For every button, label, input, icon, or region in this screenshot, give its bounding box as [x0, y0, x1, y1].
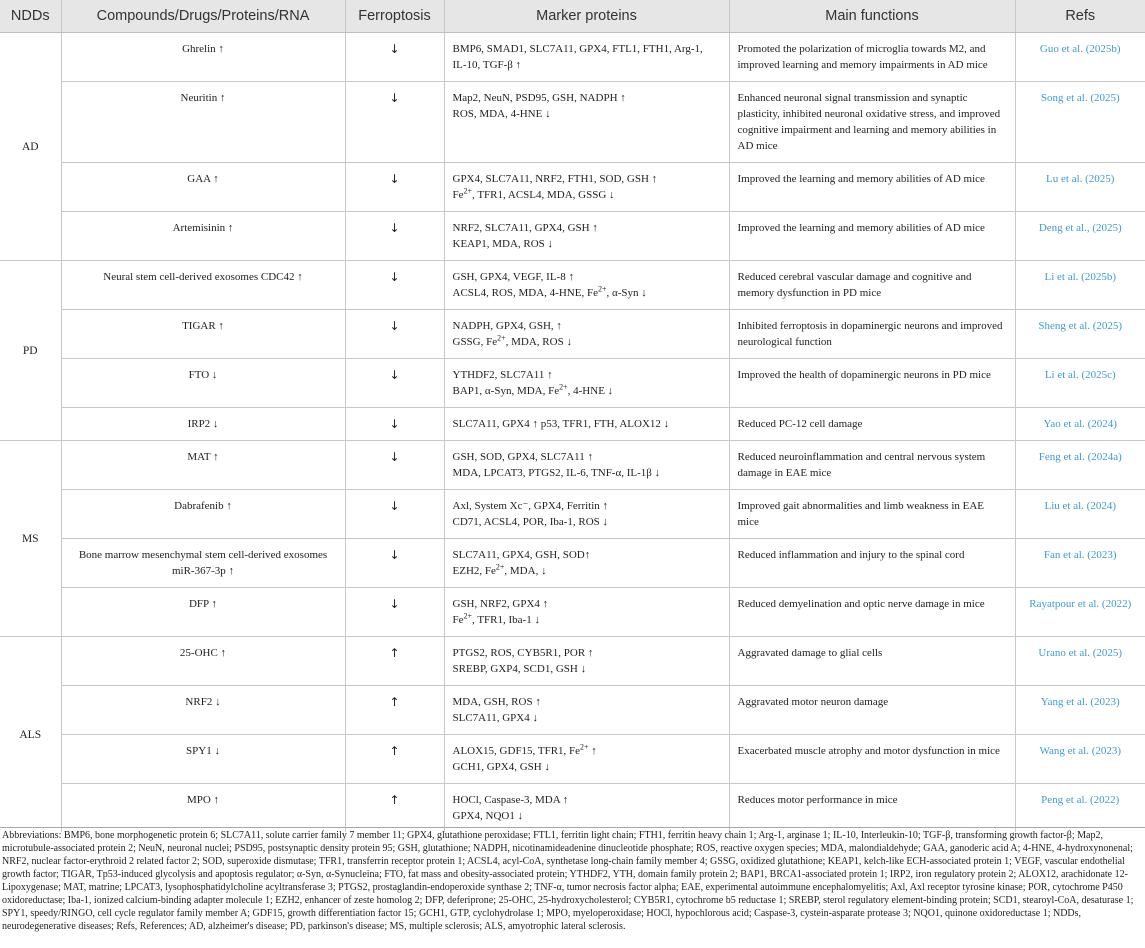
compound-cell: Neural stem cell-derived exosomes CDC42 ↑: [61, 261, 345, 310]
ndd-cell: ALS: [0, 637, 61, 833]
marker-cell: [444, 735, 729, 784]
table-row: [0, 212, 1145, 261]
ref-cell: [1015, 212, 1145, 261]
ref-cell: [1015, 33, 1145, 82]
abbreviations-footnote: Abbreviations: BMP6, bone morphogenetic protein 6; SLC7A11, solute carrier family 7 member 11; GPX4, glutathione peroxidase; FTL1, ferritin light chain; FTH1, ferritin heavy chain 1; Arg-1, arginase 1; IL-10, Interleukin-10; TGF-β, transforming growth factor-β; Map2, microtubule-associated protein 2; NeuN, neuronal nuclei; PSD95, postsynaptic density protein 95; GSH, glutathione; NADPH, nicotinamideadenine dinucleotide phosphate; ROS, reactive oxygen species; MDA, malondialdehyde; GAA, ganoderic acid A; 4-HNE, 4-hydroxynonenal; NRF2, nuclear factor-erythroid 2 related factor 2; SOD, superoxide dismutase; TFR1, transferrin receptor protein 1; ACSL4, acyl-CoA, synthetase long-chain family member 4; GSSG, oxidized glutathione; KEAP1, kelch-like ECH-associated protein 1; VEGF, vascular endothelial growth factor; TIGAR, Tp53-induced glycolysis and apoptosis regulator; α-Syn, α-Synucleina; FTO, fat mass and obesity-associated protein; YTHDF2, YTH, domain family protein 2; BAP1, BRCA1-associated protein 1; IRP2, iron regulatory protein 2; ALOX12, arachidonate 12-Lipoxygenase; MAT, matrine; LPCAT3, lysophosphatidylcholine acyltransferase 3; PTGS2, prostaglandin-endoperoxide synthase 2; TNF-α, tumor necrosis factor alpha; EAE, experimental autoimmune encephalomyelitis; Axl, Axl receptor tyrosine kinase; POR, cytochrome P450 oxidoreductase; Iba-1, ionized calcium-binding adapter molecule 1; EZH2, enhancer of zeste homolog 2; DFP, deferiprone; 25-OHC, 25-hydroxycholesterol; CYB5R1, cytochrome b5 reductase 1; SREBP, sterol regulatory element-binding protein; SCD1, stearoyl-CoA, desaturase 1; SPY1, speedy/RINGO, cell cycle regulator family member A; GDF15, growth differentiation factor 15; GCH1, GTP, cyclohydrolase 1; MPO, myeloperoxidase; HOCl, hypochlorous acid; Caspase-3, cystein-asparate protease 3; NQO1, quinone oxidoreductase 1; NDDs, neurodegenerative diseases; Refs, References; AD, alzheimer's disease; PD, parkinson's disease; MS, multiple sclerosis; ALS, amyotrophic lateral sclerosis.: [0, 827, 1145, 933]
table-row: [0, 82, 1145, 163]
table-row: [0, 539, 1145, 588]
compound-cell: SPY1 ↓: [61, 735, 345, 784]
ref-cell: [1015, 359, 1145, 408]
ref-cell: [1015, 261, 1145, 310]
marker-line-up: PTGS2, ROS, CYB5R1, POR ↑: [452, 647, 594, 659]
ferroptosis-cell: ↓: [345, 163, 444, 212]
compound-cell: Bone marrow mesenchymal stem cell-derived exosomes miR-367-3p ↑: [61, 539, 345, 588]
marker-line-down: ACSL4, ROS, MDA, 4-HNE, $Fe^{2+}$, α-Syn ↓: [452, 284, 647, 299]
compound-cell: MAT ↑: [61, 441, 345, 490]
reference-link[interactable]: Urano et al. (2025): [1038, 647, 1123, 659]
function-cell: Reduced demyelination and optic nerve damage in mice: [729, 588, 1015, 637]
marker-line-up: SLC7A11, GPX4, GSH, SOD↑: [452, 549, 591, 561]
ref-cell: [1015, 784, 1145, 833]
ref-cell: [1015, 310, 1145, 359]
marker-cell: [444, 539, 729, 588]
marker-line-up: NRF2, SLC7A11, GPX4, GSH ↑: [452, 222, 598, 234]
table-row: [0, 686, 1145, 735]
function-cell: Reduces motor performance in mice: [729, 784, 1015, 833]
ferroptosis-cell: ↓: [345, 82, 444, 163]
function-cell: Promoted the polarization of microglia towards M2, and improved learning and memory impairments in AD mice: [729, 33, 1015, 82]
header-ferroptosis: Ferroptosis: [345, 0, 444, 33]
table-row: [0, 408, 1145, 441]
marker-cell: [444, 784, 729, 833]
marker-line-up: GSH, GPX4, VEGF, IL-8 ↑: [452, 271, 574, 283]
compound-cell: GAA ↑: [61, 163, 345, 212]
ferroptosis-cell: ↓: [345, 33, 444, 82]
marker-line-down: GCH1, GPX4, GSH ↓: [452, 761, 550, 773]
ref-cell: [1015, 637, 1145, 686]
ref-cell: [1015, 490, 1145, 539]
compound-cell: 25-OHC ↑: [61, 637, 345, 686]
compound-cell: Ghrelin ↑: [61, 33, 345, 82]
marker-line-down: MDA, LPCAT3, PTGS2, IL-6, TNF-α, IL-1β ↓: [452, 467, 661, 479]
marker-line-down: GSSG, $Fe^{2+}$, MDA, ROS ↓: [452, 333, 572, 348]
marker-line-up: BMP6, SMAD1, SLC7A11, GPX4, FTL1, FTH1, Arg-1,: [452, 43, 703, 55]
function-cell: Exacerbated muscle atrophy and motor dysfunction in mice: [729, 735, 1015, 784]
ref-cell: [1015, 539, 1145, 588]
compound-cell: TIGAR ↑: [61, 310, 345, 359]
reference-link[interactable]: Li et al. (2025b): [1044, 271, 1116, 283]
reference-link[interactable]: Sheng et al. (2025): [1038, 320, 1123, 332]
ferroptosis-cell: ↓: [345, 539, 444, 588]
header-functions: Main functions: [729, 0, 1015, 33]
ndd-cell: PD: [0, 261, 61, 441]
ferroptosis-cell: ↑: [345, 686, 444, 735]
marker-line-down: CD71, ACSL4, POR, Iba-1, ROS ↓: [452, 516, 609, 528]
marker-cell: [444, 359, 729, 408]
marker-cell: [444, 686, 729, 735]
marker-line-down: KEAP1, MDA, ROS ↓: [452, 238, 554, 250]
marker-line-down: $Fe^{2+}$, TFR1, ACSL4, MDA, GSSG ↓: [452, 186, 615, 201]
table-row: [0, 310, 1145, 359]
ferroptosis-cell: ↓: [345, 408, 444, 441]
marker-line-up: ALOX15, GDF15, TFR1, $Fe^{2+}$ ↑: [452, 742, 597, 757]
ferroptosis-cell: ↓: [345, 441, 444, 490]
marker-line-up: MDA, GSH, ROS ↑: [452, 696, 541, 708]
marker-cell: [444, 82, 729, 163]
ref-cell: [1015, 441, 1145, 490]
table-row: [0, 359, 1145, 408]
marker-cell: [444, 588, 729, 637]
function-cell: Reduced neuroinflammation and central nervous system damage in EAE mice: [729, 441, 1015, 490]
marker-line-up: GPX4, SLC7A11, NRF2, FTH1, SOD, GSH ↑: [452, 173, 658, 185]
marker-line-up: SLC7A11, GPX4 ↑ p53, TFR1, FTH, ALOX12 ↓: [452, 418, 670, 430]
header-ndds: NDDs: [0, 0, 61, 33]
header-refs: Refs: [1015, 0, 1145, 33]
table-row: [0, 163, 1145, 212]
compound-cell: FTO ↓: [61, 359, 345, 408]
marker-line-down: ROS, MDA, 4-HNE ↓: [452, 108, 551, 120]
ferroptosis-cell: ↓: [345, 261, 444, 310]
reference-link[interactable]: Guo et al. (2025b): [1039, 43, 1121, 55]
ref-cell: [1015, 163, 1145, 212]
function-cell: Improved gait abnormalities and limb weakness in EAE mice: [729, 490, 1015, 539]
ferroptosis-cell: ↓: [345, 212, 444, 261]
function-cell: Inhibited ferroptosis in dopaminergic neurons and improved neurological function: [729, 310, 1015, 359]
ref-cell: [1015, 686, 1145, 735]
marker-line-up: YTHDF2, SLC7A11 ↑: [452, 369, 553, 381]
function-cell: Improved the learning and memory abilities of AD mice: [729, 163, 1015, 212]
marker-cell: [444, 637, 729, 686]
reference-link[interactable]: Feng et al. (2024a): [1038, 451, 1122, 463]
marker-cell: [444, 33, 729, 82]
function-cell: Improved the learning and memory abilities of AD mice: [729, 212, 1015, 261]
ferroptosis-cell: ↓: [345, 359, 444, 408]
table-row: [0, 637, 1145, 686]
reference-link[interactable]: Wang et al. (2023): [1039, 745, 1122, 757]
header-compounds: Compounds/Drugs/Proteins/RNA: [61, 0, 345, 33]
table-row: [0, 441, 1145, 490]
marker-cell: [444, 490, 729, 539]
marker-cell: [444, 408, 729, 441]
reference-link[interactable]: Song et al. (2025): [1040, 92, 1120, 104]
ndd-cell: AD: [0, 33, 61, 261]
ferroptosis-cell: ↓: [345, 310, 444, 359]
table-row: [0, 33, 1145, 82]
marker-cell: [444, 441, 729, 490]
reference-link[interactable]: Li et al. (2025c): [1044, 369, 1116, 381]
reference-link[interactable]: Yang et al. (2023): [1040, 696, 1120, 708]
function-cell: Enhanced neuronal signal transmission and synaptic plasticity, inhibited neuronal oxidative stress, and improved cognitive impairment and learning and memory abilities in AD mice: [729, 82, 1015, 163]
function-cell: Reduced cerebral vascular damage and cognitive and memory dysfunction in PD mice: [729, 261, 1015, 310]
marker-cell: [444, 310, 729, 359]
marker-line-down: EZH2, $Fe^{2+}$, MDA, ↓: [452, 562, 547, 577]
marker-line-down: SLC7A11, GPX4 ↓: [452, 712, 538, 724]
table-header-row: [0, 0, 1145, 33]
ndd-cell: MS: [0, 441, 61, 637]
compound-cell: IRP2 ↓: [61, 408, 345, 441]
header-markers: Marker proteins: [444, 0, 729, 33]
marker-line-down: IL-10, TGF-β ↑: [452, 59, 522, 71]
reference-link[interactable]: Deng et al., (2025): [1038, 222, 1122, 234]
ferroptosis-cell: ↓: [345, 588, 444, 637]
reference-link[interactable]: Peng et al. (2022): [1041, 794, 1120, 806]
marker-line-down: SREBP, GXP4, SCD1, GSH ↓: [452, 663, 587, 675]
compound-cell: Artemisinin ↑: [61, 212, 345, 261]
table-row: [0, 784, 1145, 833]
marker-line-up: GSH, SOD, GPX4, SLC7A11 ↑: [452, 451, 593, 463]
compound-cell: MPO ↑: [61, 784, 345, 833]
ref-cell: [1015, 588, 1145, 637]
marker-cell: [444, 261, 729, 310]
marker-line-up: Axl, System Xc⁻, GPX4, Ferritin ↑: [452, 500, 609, 512]
table-row: [0, 261, 1145, 310]
marker-line-down: BAP1, α-Syn, MDA, $Fe^{2+}$, 4-HNE ↓: [452, 382, 614, 397]
function-cell: Reduced PC-12 cell damage: [729, 408, 1015, 441]
function-cell: Aggravated motor neuron damage: [729, 686, 1015, 735]
table-row: [0, 588, 1145, 637]
table-row: [0, 490, 1145, 539]
reference-link[interactable]: Rayatpour et al. (2022): [1029, 598, 1132, 610]
marker-cell: [444, 163, 729, 212]
compound-cell: Neuritin ↑: [61, 82, 345, 163]
compound-cell: NRF2 ↓: [61, 686, 345, 735]
compound-cell: DFP ↑: [61, 588, 345, 637]
ferroptosis-cell: ↑: [345, 637, 444, 686]
reference-link[interactable]: Lu et al. (2025): [1046, 173, 1115, 185]
ferroptosis-cell: ↑: [345, 784, 444, 833]
marker-line-down: $Fe^{2+}$, TFR1, Iba-1 ↓: [452, 611, 540, 626]
compound-cell: Dabrafenib ↑: [61, 490, 345, 539]
function-cell: Improved the health of dopaminergic neurons in PD mice: [729, 359, 1015, 408]
reference-link[interactable]: Fan et al. (2023): [1043, 549, 1117, 561]
marker-line-down: GPX4, NQO1 ↓: [452, 810, 524, 822]
ref-cell: [1015, 82, 1145, 163]
ferroptosis-cell: ↑: [345, 735, 444, 784]
reference-link[interactable]: Yao et al. (2024): [1043, 418, 1117, 430]
table-row: [0, 735, 1145, 784]
marker-line-up: GSH, NRF2, GPX4 ↑: [452, 598, 549, 610]
ferroptosis-cell: ↓: [345, 490, 444, 539]
function-cell: Reduced inflammation and injury to the spinal cord: [729, 539, 1015, 588]
ref-cell: [1015, 735, 1145, 784]
ref-cell: [1015, 408, 1145, 441]
marker-line-up: HOCl, Caspase-3, MDA ↑: [452, 794, 569, 806]
marker-cell: [444, 212, 729, 261]
function-cell: Aggravated damage to glial cells: [729, 637, 1015, 686]
marker-line-up: Map2, NeuN, PSD95, GSH, NADPH ↑: [452, 92, 626, 104]
marker-line-up: NADPH, GPX4, GSH, ↑: [452, 320, 562, 332]
reference-link[interactable]: Liu et al. (2024): [1044, 500, 1116, 512]
